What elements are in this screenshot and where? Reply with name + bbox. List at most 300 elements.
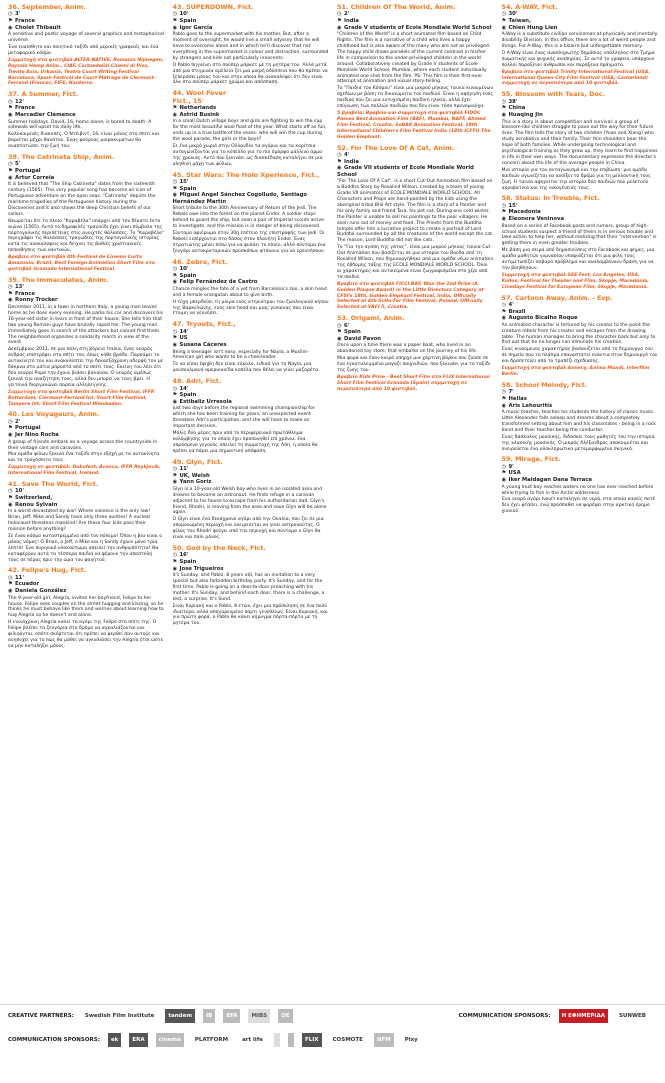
clock-icon: ◷ (501, 98, 507, 105)
film-entry (173, 378, 330, 454)
film-director-line (8, 588, 165, 595)
film-description: It's Sunday, and Pablo, 8 years old, has an invitation to a very special but also forbidden birthday party. It's Sunday, and for the first time, Pablo is going on a door-to-door preaching with his mother. It's Sunday, and behind each door, there is a challenge, a test, a surprise. It's Sund. (172, 573, 325, 602)
flag-icon: ⚑ (172, 472, 178, 479)
director-icon: ◉ (8, 111, 13, 118)
film-duration: 4' (508, 301, 514, 308)
flag-icon: ⚑ (172, 558, 178, 565)
sponsor-logo-7 (288, 1033, 294, 1047)
film-number: 37. (8, 90, 20, 99)
film-duration-line (8, 161, 165, 168)
director-icon: ◉ (501, 402, 507, 409)
film-country: Spain (179, 272, 197, 279)
director-icon: ◉ (337, 24, 342, 31)
film-title-line (502, 295, 659, 302)
film-country: US (179, 335, 188, 342)
film-country-line (502, 309, 659, 316)
film-festivals: Συμμετοχή σε φεστιβάλ: Dokufest, Avanca, IFFR Reykjavik, International Film Festival, Iceland. (8, 465, 161, 477)
clock-icon: ◷ (172, 11, 178, 18)
director-icon: ◉ (172, 479, 178, 486)
clock-icon: ◷ (501, 463, 507, 470)
film-title-line (8, 154, 165, 161)
film-country: Macedonia (508, 209, 541, 216)
film-country-line (502, 209, 659, 216)
film-festivals: Βραβείο Kids Prize - Best Short Film στο FLIX International Short Film Festival Granada (Spain) συμμετοχή σε περισσότερα από 10 φεστιβάλ. (337, 374, 490, 392)
flix-logo: FLIX (302, 1033, 322, 1047)
film-duration: 10' (15, 488, 24, 495)
film-duration: 2' (344, 11, 350, 18)
film-director: Jose Trigueiros (179, 565, 224, 572)
film-duration: 12' (15, 98, 24, 105)
film-number: 56. (501, 194, 513, 203)
film-entry (502, 382, 659, 453)
flag-icon: ⚑ (337, 18, 342, 24)
film-director: Cholet Thibault (15, 24, 61, 31)
film-number: 54. (501, 4, 513, 11)
film-festivals: Συμμετοχή στα φεστιβάλ Berlin Short Film Festival, IFFR Rotterdam, Clermont-Ferrand Int. Short Film Festival, Tampere Int. Short Film Festival Wiesbaden. (8, 389, 155, 407)
partner-logo-4: EFA (223, 1009, 240, 1023)
director-icon: ◉ (8, 432, 13, 439)
film-description: It is believed that "The Ship Catrineta" dates from the sixteenth century (1565). This very popular song has become an icon of Portuguese adventure on the open seas. "Catrineta" depicts the maritime tragedies of the Portuguese history during the Discoveries and it also shows the deep Christian beliefs of our sailors. (8, 182, 156, 217)
film-description-greek: Σύντομο αφιέρωμα στην 30ή επέτειο της επιστροφής των Jedi. Οι Rebels εισέρχονται στο δάσος στον πλανήτη Endor. Ένας στρατιώτης μένει πίσω για να φυλάει το πλοίο, αλλά σύντομα ένα ζευγάρι αυτοκρατορικών προσκόπων φτάνουν για να ερευνήσουν. (172, 231, 326, 254)
film-title-line (173, 172, 330, 179)
film-director: Estibaliz Urresola (179, 398, 232, 405)
flag-icon: ⚑ (8, 425, 13, 432)
flag-icon: ⚑ (501, 105, 507, 112)
clock-icon: ◷ (501, 301, 507, 308)
film-title: Wool Fever (186, 89, 227, 98)
film-number: 46. (172, 257, 184, 266)
film-duration: 5' (15, 161, 21, 168)
film-director-line (337, 336, 494, 343)
film-director-line (502, 25, 659, 32)
film-description: A sensitive and poetic voyage of several graphics and metaphorical universe. (8, 32, 165, 44)
flag-icon: ⚑ (8, 581, 13, 588)
flag-icon: ⚑ (337, 158, 342, 165)
film-country: Switzerland, (15, 495, 53, 502)
film-description-greek: Το "Παιδιά του Κόσμου" είναι μια μικρού μήκους ταινία κινουμένων σχεδίων με βάση τα δικαιώματα του παιδιού. Είναι η αφήγηση ενός παιδιού που ζει μια ευτυχισμένη παιδική ηλικία, αλλά έχει επίγνωση των πολλών παιδιών που δεν είναι τόσο προνομιούχα. (337, 86, 494, 110)
film-title-line (8, 277, 165, 284)
clock-icon: ◷ (8, 418, 13, 425)
program-columns (8, 4, 658, 1004)
film-description-greek: Μια φορά και έναν καιρό υπήρχε μια χάρτινη βάρκα που ζούσε σε ένα εγκαταλειμμένο μαγαζί παιχνιδιών, που ξεκινάει για το ταξίδι της ζωής του. (337, 356, 491, 374)
film-description: A music teacher, teaches his students the history of classic music. Little Alexander falls asleep and dreams about a completely transformed setting about him and his classmates - being in a rock band and their teacher being the conductor. (501, 410, 656, 433)
film-director: Marcadier Clémence (15, 111, 76, 118)
film-director-line (173, 479, 330, 486)
director-icon: ◉ (172, 24, 178, 31)
film-description-greek: Δεκέμβριος 2011, σε μια πόλη στη βόρεια Ιταλία, ένας νεαρός άνδρας επιστρέφει στο σπίτι του, όπως κάθε βράδυ. Παρκάρει το αυτοκίνητό του και ανακαλύπτει την δεκαεξάχρονη αδερφή του με δάκρυα στο μάτια μπροστά από το σπίτι τους. Εκείνη του λέει ότι δύο νεαροί Ρομά την έχουν βιάσει βάναυσα. Ο νεαρός αμέσως ξεκινά την αναζήτηση τους, αλλά δεν μπορεί να τους βρει. Η γειτονιά διοργανώνει πορεία αλληλεγγύης. (8, 347, 164, 388)
film-description: An animated character is tortured by his creator to the point the creature rebels from his creator and escapes from the drawing table. The human manages to bring the character back but only to find out that he no longer can eliminate his creation. (501, 322, 656, 346)
film-country-line (502, 18, 659, 25)
film-title: Felipe's Hug, Fict. (21, 566, 87, 575)
film-entry (8, 277, 165, 408)
film-director-line (8, 112, 165, 119)
film-country-line (337, 159, 494, 166)
film-entry (8, 567, 165, 649)
film-director-line (8, 432, 165, 439)
clock-icon: ◷ (8, 11, 13, 18)
clock-icon: ◷ (501, 11, 507, 18)
film-duration: 2' (15, 418, 21, 425)
flag-icon: ⚑ (172, 272, 178, 279)
film-number: 39. (8, 275, 20, 284)
film-entry (8, 4, 165, 87)
film-description: Summer holidays. David, 16, home alone, is bored to death. A sidewalk will upset his daily life. (8, 119, 152, 131)
clock-icon: ◷ (8, 161, 13, 168)
film-number: 42. (8, 566, 20, 575)
film-title-line (502, 91, 659, 98)
film-title: Glyn, Fict. (186, 457, 223, 466)
clock-icon: ◷ (172, 552, 178, 559)
film-country-line (502, 396, 659, 403)
film-director-line (502, 403, 659, 410)
film-country-line (8, 581, 165, 588)
platform-logo: PLATFORM (194, 1037, 229, 1043)
film-description-greek: Καλοκαιρινές διακοπές. Ο Ντέιβιντ, 16, είναι μόνος στο σπίτι και βαριέται μέχρι θανάτου. Ένας φούρνος μικροκυμάτων θα αναστατώσει την ζωή του. (8, 132, 160, 150)
film-director-line (337, 25, 494, 32)
flag-icon: ⚑ (501, 18, 507, 24)
film-title: A Summer, Fict. (21, 90, 79, 99)
film-description: A group of friends embark on a voyage across the countryside in their vintage cars and caravans. (8, 439, 158, 451)
film-duration-line (337, 323, 494, 330)
program-column (502, 4, 659, 1004)
film-duration-line (8, 488, 165, 495)
film-director-line (173, 342, 330, 349)
director-icon: ◉ (501, 315, 507, 322)
tandem-logo: tandem (165, 1009, 195, 1023)
film-entry (173, 545, 330, 627)
film-country-line (8, 425, 165, 432)
film-director: Yann Goriz (179, 479, 212, 486)
film-director: Renou Sylvain (15, 501, 58, 508)
film-title: The Immaculates, Anim. (21, 275, 109, 284)
film-description-greek: Η τύχη μπερδεύει τη μοίρα ενός κτηνιάτρου του ζωολογικού κήπου της Βαρκελώνης, ενός skin head και μιας γυναίκας που είναι έτοιμη να γεννήσει. (172, 299, 329, 317)
clock-icon: ◷ (8, 284, 13, 291)
efimerida-logo: Η ΕΦΗΜΕΡΙΔΑ (559, 1009, 608, 1023)
clock-icon: ◷ (172, 466, 178, 472)
film-title: Adri, Fict. (186, 377, 222, 386)
film-festivals: Συμμετοχή στα φεστιβάλ ALTER-NATIVE, Romania Nijmegen, Paysala Hemp Anim., CIAF, Cortoedelizi Cinemi di Pisa, Trento Asia, Urbania, Teatro Court Writing Festival Barcelona, Spain Festival de Court Métrage de Clermont-Ferrand (France), FIFE, Nanterre. (8, 57, 164, 87)
film-director-line (337, 165, 494, 178)
film-director-line (502, 216, 659, 223)
flag-icon: ⚑ (172, 392, 178, 399)
film-duration-line (502, 389, 659, 396)
film-director: Astrid Busink (179, 111, 220, 118)
film-country: Portugal (15, 168, 41, 175)
film-title: Les Voyageurs, Anim. (21, 410, 100, 419)
film-country-line (173, 559, 330, 566)
director-icon: ◉ (337, 165, 342, 172)
film-description-greek: Μόλις δύο μέρες πριν από το περιφερειακό πρωτάθλημα κολύμβησης για το οποίο έχει προπονηθεί επί χρόνια, ένα απρόσμενο γεγονός απειλεί τη συμμετοχή της Adri, η οποία θα πρέπει να πάρει μια σημαντική απόφαση. (172, 430, 318, 454)
film-duration-line (8, 284, 165, 291)
film-number: 49. (172, 457, 184, 466)
film-entry (173, 90, 330, 167)
film-entry (8, 154, 165, 273)
film-title: Cartoon Away, Anim. - Exp. (515, 293, 613, 302)
film-country: USA (508, 470, 521, 477)
program-column (173, 4, 330, 1004)
film-duration: 13' (15, 284, 24, 291)
film-title-line (502, 456, 659, 463)
partner-logo-3: IB (203, 1009, 215, 1023)
film-festivals: Συμμετοχή στα φεστιβάλ Annecy, Anima Mundi, Interfilm Berlin. (501, 366, 650, 377)
film-country: China (508, 105, 526, 112)
film-duration: 14' (179, 385, 189, 392)
film-title: Blossom with Tears, Doc. (515, 90, 605, 99)
film-duration-line (8, 99, 165, 106)
film-country-line (337, 18, 494, 25)
film-duration: 15' (179, 179, 189, 185)
film-title-line (8, 411, 165, 418)
film-entry (502, 456, 659, 515)
film-director-line (173, 192, 330, 205)
film-country: Spain (179, 18, 197, 24)
film-number: 59. (501, 455, 513, 464)
flag-icon: ⚑ (501, 470, 507, 477)
film-title-line (173, 321, 330, 328)
film-country-line (8, 18, 165, 25)
creative-partners-row (0, 1005, 665, 1027)
film-country-line (8, 105, 165, 112)
film-description-greek: Η εννιάχρονη Alegría καλεί το αγόρι της Felipe στο σπίτι της. Ο Felipe βλέπει τα ζευγάρια στο δρόμο να αγκαλιάζονται και φιλιούνται, οπότε σκέφτεται ότι πρέπει να φερθεί σαν αυτούς και ανησυχεί για το πώς θα μάθει να αγκαλιάσει την Alegría έτσι ώστε να μην καταλήξει μόνος. (8, 620, 164, 649)
film-description: "For The Love Of A Cat", is a short Cut-Out Animation film based on a Buddha Story by Rosalind Wilson, created by a team of young Grade VII animators of ECOLE MONDIALE WORLD SCHOOL. All Characters and Props are hand-painted by the kids using the aboriginal tribal Bhil Art style. The film is a story of a Painter and his only family and friend Tara, his pet cat. During one cold winter, the Painter is unable to sell his paintings to the poor villagers. He soon runs out of money and food. The Priests from the Buddha temple offer him a lucrative project to create a portrait of Lord Buddha surrounded by all the creatures of the world except the cat. The reason, Lord Buddha did not like cats. (337, 179, 494, 244)
film-duration-line (502, 99, 659, 106)
film-title: School Melody, Fict. (515, 380, 588, 389)
film-director-line (502, 112, 659, 119)
film-country: Spain (179, 558, 197, 565)
artlife-logo: art life (242, 1037, 263, 1043)
film-country-line (8, 291, 165, 298)
film-director-line (8, 175, 165, 182)
clock-icon: ◷ (337, 151, 342, 158)
flag-icon: ⚑ (501, 308, 507, 315)
program-column (337, 4, 494, 1004)
film-title-line (8, 481, 165, 488)
film-director: Eleonora Veninova (508, 216, 565, 222)
film-title-line (337, 145, 494, 152)
film-director: Jer Nino Rocha (15, 432, 59, 439)
director-icon: ◉ (337, 335, 342, 342)
clock-icon: ◷ (8, 98, 13, 105)
film-description-greek: Θεωρείται ότι το πλοίο "Καραβέλα" υπάρχει από τον δέκατο έκτο αιώνα (1565). Αυτό το δημοφιλές τραγούδι έχει γίνει σύμβολο της πορτογαλικής περιπέτειας στις ανοιχτές θάλασσες. Το "Καραβέλα" περιγράφει τις θαλάσσιες τραγωδίες της πορτογαλικής ιστορίας κατά τις ανακαλύψεις και δείχνει τις βαθιές χριστιανικές πεποιθήσεις των ναυτικών. (8, 218, 165, 254)
film-festivals: Συμμετοχή στα φεστιβάλ SEE Fest, Los Angeles, USA, Kallos, Festival for Theater and Film, Skopje, Macedonia, Cinedays Festival for European Film, Skopje, Macedonia. (501, 272, 650, 290)
film-director-line (173, 566, 330, 573)
film-country: France (15, 105, 35, 112)
film-description: A-Way is a substitute civilian serviceman at physically and mentally disability Division. In this office, there are a lot of weird people and things. For A-Way, this is a bizarre but unforgettable memory. (501, 32, 658, 49)
director-icon: ◉ (501, 111, 507, 118)
film-title: Children Of The World, Anim. (350, 4, 456, 11)
film-description-greek: Το "Για την αγάπη της γάτας", είναι μια μικρού μήκους ταινία Cut-Out Animation που βασίζεται σε μια ιστορία του Βούδα από τη Rosalind Wilson, που δημιουργήθηκε από μια ομάδα νέων animators της έβδομης τάξης της ECOLE MONDIALE WORLD SCHOOL. Όλοι οι χαρακτήρες και αντικείμενα είναι ζωγραφισμένα στο χέρι από τα παιδιά. (337, 245, 494, 280)
film-duration: 11' (15, 574, 24, 581)
director-icon: ◉ (501, 216, 507, 222)
film-director-line (8, 25, 165, 32)
flag-icon: ⚑ (172, 185, 178, 192)
pixy-logo: Pixy (404, 1037, 418, 1043)
film-description-greek: Ένα ευαίσθητο και ποιητικό ταξίδι από μερικές γραφικές και ένα μεταφορικό κόσμο. (8, 45, 159, 56)
film-director: Igor García (179, 24, 213, 31)
partner-logo-5: MIBS (248, 1009, 270, 1023)
film-description-greek: Ένας δάσκαλος μουσικής, διδάσκει τους μαθητές του την ιστορία της κλασικής μουσικής. Ο μικρός Αλέξανδρος αποκοιμιέται και ονειρεύεται ένα ολοκληρωτικά μεταμορφωμένο σκηνικό. (501, 434, 655, 452)
film-director: Chien Hung Lien (508, 24, 558, 31)
film-description: In a world devastated by war! Where violence is the only law! Brian, Jeff, Mike and Sandy have only three aunties! A nuclear holocaust threatens mankind! Are these four kids pass their mission before anything? (8, 509, 151, 532)
film-entry (8, 481, 165, 563)
director-icon: ◉ (172, 279, 178, 286)
film-title-line (8, 4, 165, 11)
film-description-greek: Μια ομάδα φίλων ξεκινά ένα ταξίδι στην εξοχή με τα αυτοκίνητα και τα τροχόσπιτα τους. (8, 452, 160, 464)
era-logo: ERA (129, 1033, 147, 1047)
sponsor-logo-6 (274, 1033, 280, 1047)
film-entry (173, 459, 330, 541)
film-number: 36. (8, 4, 20, 11)
film-country: Portugal (15, 425, 41, 432)
film-country: Ecuador (15, 581, 40, 588)
film-duration: 16' (179, 552, 189, 559)
film-country: UK, Welsh (179, 472, 210, 479)
film-country-line (337, 329, 494, 336)
film-director: Daniela González (15, 588, 67, 594)
film-number: 41. (8, 480, 20, 489)
film-entry (502, 91, 659, 191)
film-entry (8, 411, 165, 477)
film-duration: 15' (508, 202, 518, 209)
film-duration-line (337, 152, 494, 159)
swedish-film-institute-logo: Swedish Film Institute (84, 1013, 155, 1019)
film-description-greek: Σε έναν κόσμο καταστρεμμένο από τον πόλεμο! Όπου η βία είναι ο μόνος νόμος! Ο Brian, ο Jeff, ο Mike και η Sandy έχουν μόνο τρία λεπτά! Ένα πυρηνικό ολοκαύτωμα απειλεί την ανθρωπότητα! Θα καταφέρουν αυτά τα τέσσερα παιδιά να φέρουν την αποστολή τους σε πέρας πριν την ώρα του φαγητού; (8, 533, 163, 563)
film-country: Netherlands (179, 105, 217, 112)
film-director: David Pavon (344, 335, 382, 342)
clock-icon: ◷ (172, 385, 178, 392)
film-description-greek: Ο Glyn είναι ένα δεκάχρονο αγόρι από την Ουαλία, που ζει σε μια απομονωμένη περιοχή και ονειρεύεται να γίνει αστροναύτης. Ο φίλος του Rhodri φεύγει από την περιοχή και σύντομα ο Glyn θα είναι και πάλι μόνος. (172, 517, 324, 541)
film-duration: 7' (508, 389, 514, 396)
clock-icon: ◷ (337, 322, 342, 329)
film-title-line (502, 382, 659, 389)
director-icon: ◉ (172, 398, 178, 405)
film-entry (337, 315, 494, 392)
film-title: A-WAY, Fict. (515, 4, 558, 11)
film-duration-line (173, 179, 330, 186)
film-country-line (173, 473, 330, 480)
director-icon: ◉ (8, 174, 13, 181)
film-description: Once upon a time there was a paper boat, who lived in an abandoned toy store, that embarks on the journey of his life. (337, 343, 478, 355)
film-entry (8, 91, 165, 150)
flag-icon: ⚑ (501, 395, 507, 402)
flag-icon: ⚑ (8, 168, 13, 175)
film-title-line (173, 545, 330, 552)
film-title: Zebra, Fict. (186, 257, 228, 266)
film-duration: 4' (344, 151, 350, 158)
film-description: Based on a series of Facebook posts and rumors, group of high-school students suspect a friend of theirs is in serious trouble and take action to help her, without realizing that their "intervention" is getting them in even greater troubles. (501, 223, 657, 247)
film-duration: 10' (179, 11, 189, 18)
film-duration-line (8, 575, 165, 582)
film-number: 57. (501, 293, 513, 302)
film-director: Ronny Trocker (15, 297, 58, 304)
film-title-line (173, 459, 330, 466)
creative-partners-label: CREATIVE PARTNERS: (8, 1013, 74, 1019)
communication-sponsors-row (0, 1027, 665, 1053)
film-duration: 14' (179, 328, 189, 335)
film-duration-line (337, 11, 494, 18)
clock-icon: ◷ (337, 11, 342, 18)
film-number: 44. (172, 89, 184, 98)
film-country-line (502, 470, 659, 477)
film-country-line (173, 335, 330, 342)
sponsors-label: COMMUNICATION SPONSORS: (8, 1037, 100, 1043)
director-icon: ◉ (8, 297, 13, 304)
film-duration-line (173, 466, 330, 473)
film-country: India (344, 158, 359, 165)
film-director: Miguel Angel Sánchez Cogolludo, Santiago Hernández Martín (172, 192, 308, 205)
film-director: Artur Correia (15, 174, 55, 181)
film-description: In a small Dutch village boys and girls are fighting to win the cup for the most beautiful wool float of the year. What starts off as fun, ends up in a true battle of the sexes: who will win the cup during the wool parade, the girls or the boys? (172, 119, 327, 143)
film-number: 38. (8, 153, 20, 162)
film-description: Short tribute to the 30th Anniversary of Return of the Jedi. The Rebels owe into the forest on the planet Endor. A soldier stays behind to guard the ship, but soon a pair of Imperial scouts arrive to investigate, and the mission is in danger of being discovered. (172, 206, 324, 230)
film-description-greek: Το να είσαι έφηβη δεν είναι εύκολο, ειδικά για τη Nayla, μια μουσουλμανή-αμερικανίδα κοπέλα που θέλει να γίνει μαζορέτα. (172, 362, 320, 374)
flag-icon: ⚑ (8, 495, 13, 502)
cinema-logo: cinema (156, 1033, 184, 1047)
film-duration-line (173, 11, 330, 18)
flag-icon: ⚑ (8, 290, 13, 297)
film-duration: 3' (15, 11, 21, 18)
film-country: France (15, 18, 35, 24)
cosmote-logo: COSMOTE (332, 1037, 363, 1043)
director-icon: ◉ (172, 565, 178, 572)
film-description: December 2011, in a town in northern Italy, a young man leaves home as he does every evening. He parks his car and discovers his 16-year-old sister in tears in front of their house: She tells him that two young Romani guys have brutally raped her. The young man immediately goes in search of the attackers but cannot find them. The neighborhood organizes a solidarity march in view of the event. (8, 305, 163, 346)
partner-logo-6: OE (278, 1009, 292, 1023)
clock-icon: ◷ (172, 328, 178, 335)
film-description-greek: Ένα νεαρό αγόρι Ινουίτ καταλήγει σε νερά, στα οποία κανείς ποτέ δεν έχει φτάσει, ενώ προσπαθεί να ψαρέψει στην αρκτική έρημο χιονιού. (501, 497, 655, 515)
film-director-line (173, 112, 330, 119)
film-title: Mirage, Fict. (515, 455, 561, 464)
flag-icon: ⚑ (501, 209, 507, 216)
film-country: India (344, 18, 359, 24)
film-duration: 30' (508, 11, 518, 18)
film-country: Hellas (508, 395, 527, 402)
film-duration-line (173, 386, 330, 393)
film-entry (173, 259, 330, 318)
film-title-line (337, 4, 494, 11)
film-duration-line (8, 11, 165, 18)
film-duration-line (502, 302, 659, 309)
film-country-line (173, 392, 330, 399)
film-title: Origami, Anim. (350, 314, 405, 323)
film-duration: 38' (508, 98, 518, 105)
film-director: Grade VII students of Ecole Mondiale World School (337, 165, 474, 178)
film-description-greek: Σε ένα μικρό χωριό στην Ολλανδία τα αγόρια και τα κορίτσια ανταγωνίζονται για το κύπελλο για το πιο όμορφο μάλλινο άρμα της χρονιάς. Αυτό που ξεκινάει ως διασκέδαση καταλήγει σε μια αληθινή μάχη των φύλων. (172, 143, 323, 167)
film-director-line (502, 315, 659, 322)
film-number: 52. (337, 143, 349, 152)
film-description-greek: Ο A-Way είναι ένας αναπληρωτής δημόσιος υπάλληλος στο Τμήμα σωματικής και ψυχικής αναπηρίας. Σε αυτό το γραφείο, υπάρχουν πολλοί παράξενοι άνθρωποι και παράξενα πράγματα. (501, 50, 655, 68)
film-description: Glyn is a 10-year-old Welsh boy who lives in an isolated area and dreams to become an astronaut. He finds refuge in a caravan adjacent to his house to escape from his authoritarian dad. Glyn's friend, Rhodri, is moving from the area and soon Glyn will be alone again. (172, 486, 327, 516)
film-title-line (502, 195, 659, 202)
director-icon: ◉ (501, 477, 507, 484)
film-country-line (8, 495, 165, 502)
clock-icon: ◷ (8, 488, 13, 495)
film-title: Star Wars: The Holo Xperience, Fict., (186, 170, 320, 179)
film-description-greek: Ένας κινούμενος χαρακτήρας βασανίζεται από το δημιουργό του σε σημείο που το πλάσμα επαναστατεί ενάντια στον δημιουργό του και δραπετεύει από το τραπέζι σχεδίασης. (501, 347, 658, 365)
film-country-line (502, 105, 659, 112)
film-entry (502, 295, 659, 378)
film-number: 48. (172, 377, 184, 386)
flag-icon: ⚑ (8, 18, 13, 24)
film-title: Tryouts, Fict., (186, 320, 236, 329)
film-title-line (8, 91, 165, 98)
film-duration: 9' (508, 463, 514, 470)
film-description-greek: Μια ιστορία για τον ανταγωνισμό και την επιβίωση: μια ομάδα παιδιών αγωνίζεται να ανοίξει το δρόμο για τη μελλοντική τους ζωή. Η ταινία αφηγείται την ιστορία δύο παιδιών που μελετούν ακροβατικά και της οικογένειάς τους. (501, 167, 651, 191)
film-duration-line (502, 11, 659, 18)
film-director: Iker Maidagan Dana Terrace (508, 477, 593, 484)
film-duration-line (502, 203, 659, 210)
film-festivals: 5 βραβεία: Βραβείο και συμμετοχή στα φεστιβάλ FIDOC Passes Best Animation Film (BAF), Mumbai, NAFF, Ahmed Film Festival, Croatia, SoBAK Animation Festival, 18th International Children's Film Festival India (18th ICFFI) The Golden Elephant. (337, 110, 491, 140)
clock-icon: ◷ (501, 389, 507, 396)
